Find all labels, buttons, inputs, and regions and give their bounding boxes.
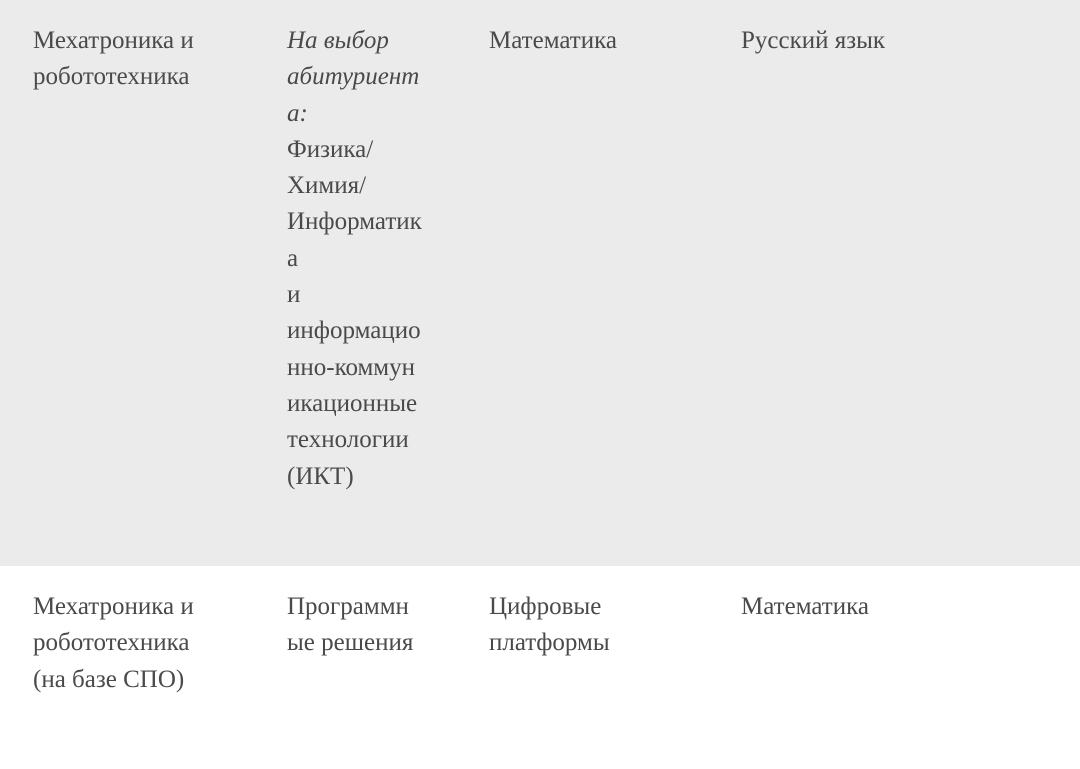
subject-line: Математика — [489, 27, 617, 54]
subject-cell — [741, 23, 1041, 59]
choice-label-line: абитуриент — [287, 63, 420, 91]
program-cell — [33, 23, 263, 96]
subject-line: Цифровые — [489, 593, 602, 620]
subject-cell — [489, 589, 714, 662]
subject-line: а — [287, 244, 299, 272]
subject-line: икационные — [287, 389, 418, 417]
subject-line: Русский язык — [741, 27, 886, 54]
subject-line: (ИКТ) — [287, 462, 354, 490]
subject-line: нно-коммун — [287, 353, 416, 381]
program-name-line: Мехатроника и — [33, 27, 194, 54]
choice-label-line: а: — [287, 99, 308, 127]
subject-cell — [741, 589, 1041, 625]
subject-choice-cell — [287, 23, 445, 495]
program-cell — [33, 589, 263, 698]
program-name-line: робототехника — [33, 63, 190, 91]
subject-line: Физика/ — [287, 135, 374, 163]
subject-cell — [287, 589, 445, 662]
subject-line: и — [287, 281, 301, 309]
subject-line: ые решения — [287, 629, 414, 657]
subject-cell — [489, 23, 714, 59]
subject-line: Информатик — [287, 208, 422, 236]
program-name-line: (на базе СПО) — [33, 665, 185, 693]
subject-line: платформы — [489, 629, 610, 657]
table-row — [0, 566, 1080, 769]
subject-line: информацио — [287, 317, 421, 345]
program-name-line: робототехника — [33, 629, 190, 657]
choice-label-line: На выбор — [287, 27, 389, 54]
subject-line: Программн — [287, 593, 409, 620]
subject-line: Математика — [741, 593, 869, 620]
subject-line: технологии — [287, 426, 409, 454]
program-name-line: Мехатроника и — [33, 593, 194, 620]
subject-line: Химия/ — [287, 172, 367, 200]
